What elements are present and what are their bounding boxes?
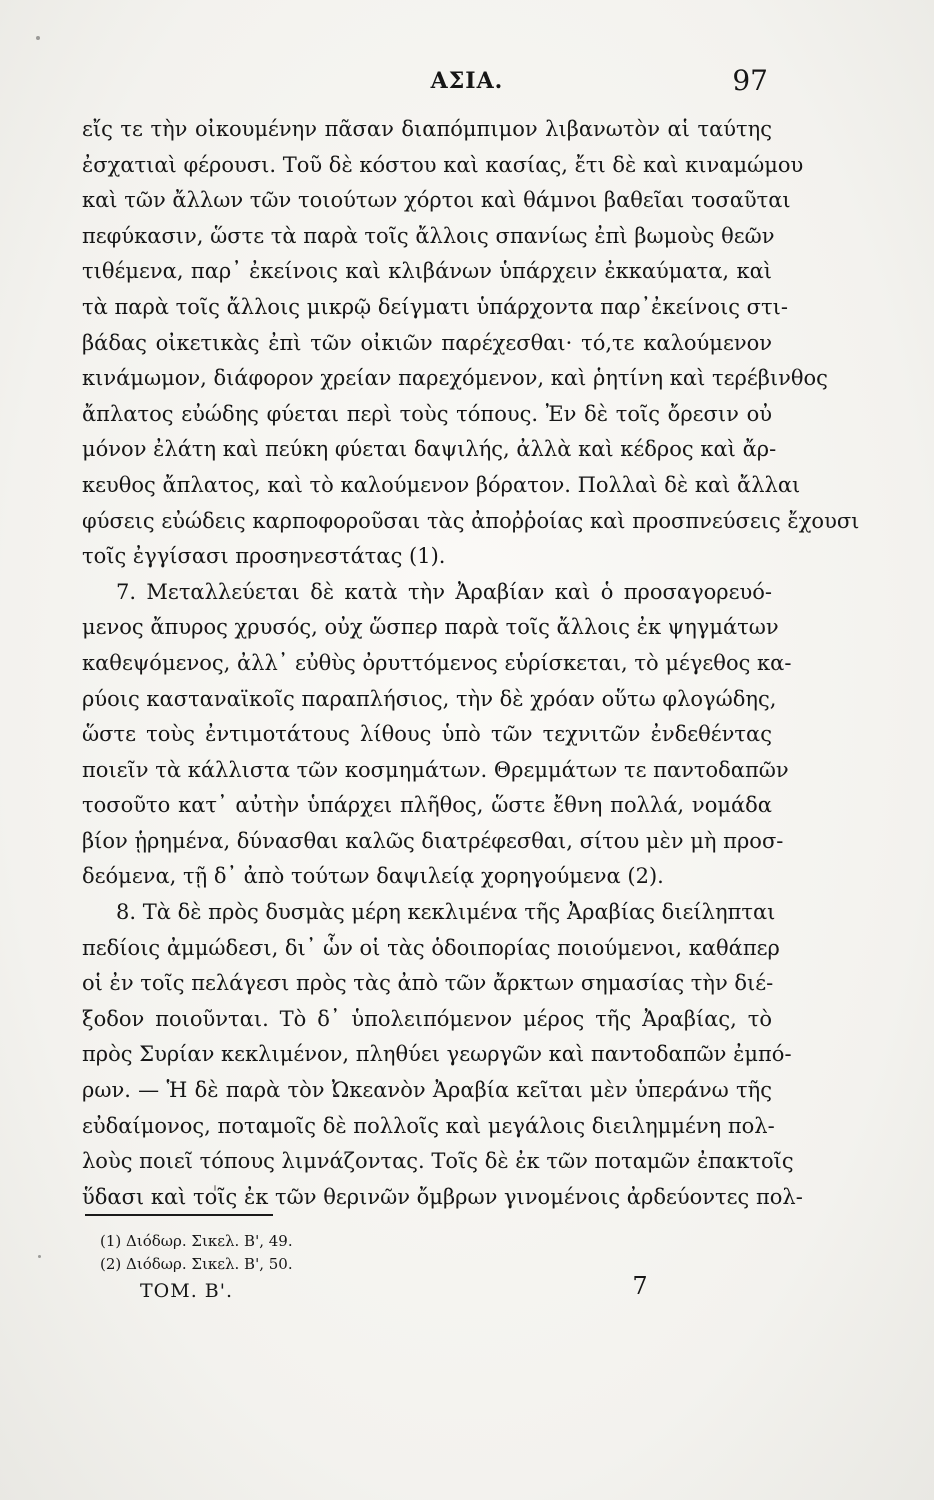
scan-speck	[38, 1255, 41, 1258]
body-text	[82, 112, 860, 1215]
text-line: τιθέμενα, παρ᾽ ἐκείνοις καὶ κλιβάνων ὑπάρχειν ἐκκαύματα, καὶ	[82, 259, 772, 284]
text-line: τοῖς ἐγγίσασι προσηνεστάτας (1).	[82, 544, 446, 569]
sheet-signature: 7	[632, 1272, 648, 1300]
text-line: μόνον ἐλάτη καὶ πεύκη φύεται δαψιλής, ἀλλὰ καὶ κέδρος καὶ ἄρ-	[82, 437, 777, 462]
text-line: καθεψόμενος, ἀλλ᾽ εὐθὺς ὀρυττόμενος εὑρίσκεται, τὸ μέγεθος κα-	[82, 650, 792, 675]
volume-signature: ΤΟΜ. Β'.	[140, 1280, 234, 1302]
footnote-divider	[85, 1214, 273, 1216]
text-line: κευθος ἄπλατος, καὶ τὸ καλούμενον βόρατον. Πολλαὶ δὲ καὶ ἄλλαι	[82, 472, 801, 497]
scan-speck	[36, 36, 40, 40]
text-line: πεφύκασιν, ὥστε τὰ παρὰ τοῖς ἄλλοις σπανίως ἐπὶ βωμοὺς θεῶν	[82, 223, 775, 248]
text-line: πεδίοις ἀμμώδεσι, δι᾽ ὧν οἱ τὰς ὁδοιπορίας ποιούμενοι, καθάπερ	[82, 935, 780, 960]
text-line: ξοδον ποιοῦνται. Τὸ δ᾽ ὑπολειπόμενον μέρος τῆς Ἀραβίας, τὸ	[82, 1006, 772, 1031]
footnote-1: (1) Διόδωρ. Σικελ. Β', 49.	[100, 1232, 293, 1250]
text-line: βίον ᾑρημένα, δύνασθαι καλῶς διατρέφεσθαι, σίτου μὲν μὴ προσ-	[82, 828, 784, 853]
text-line: ποιεῖν τὰ κάλλιστα τῶν κοσμημάτων. Θρεμμάτων τε παντοδαπῶν	[82, 757, 789, 782]
text-line: οἱ ἐν τοῖς πελάγεσι πρὸς τὰς ἀπὸ τῶν ἄρκτων σημασίας τὴν διέ-	[82, 971, 774, 996]
text-line: ὕδασι καὶ τοῖς ἐκ τῶν θερινῶν ὄμβρων γινομένοις ἀρδεύοντες πολ-	[82, 1184, 803, 1209]
text-line: δεόμενα, τῇ δ᾽ ἀπὸ τούτων δαψιλείᾳ χορηγούμενα (2).	[82, 864, 664, 889]
text-line: καὶ τῶν ἄλλων τῶν τοιούτων χόρτοι καὶ θάμνοι βαθεῖαι τοσαῦται	[82, 188, 791, 213]
paragraph-7-start: 7. Μεταλλεύεται δὲ κατὰ τὴν Ἀραβίαν καὶ ὁ προσαγορευό-	[116, 579, 772, 604]
text-line: φύσεις εὐώδεις καρποφοροῦσαι τὰς ἀποῤῥοίας καὶ προσπνεύσεις ἔχουσι	[82, 508, 860, 533]
text-line: ρων. — Ἡ δὲ παρὰ τὸν Ὠκεανὸν Ἀραβία κεῖται μὲν ὑπεράνω τῆς	[82, 1078, 772, 1103]
text-line: ἐσχατιαὶ φέρουσι. Τοῦ δὲ κόστου καὶ κασίας, ἔτι δὲ καὶ κιναμώμου	[82, 152, 804, 177]
footnote-2: (2) Διόδωρ. Σικελ. Β', 50.	[100, 1255, 293, 1273]
text-line: ἄπλατος εὐώδης φύεται περὶ τοὺς τόπους. Ἐν δὲ τοῖς ὄρεσιν οὐ	[82, 401, 772, 426]
text-line: λοὺς ποιεῖ τόπους λιμνάζοντας. Τοῖς δὲ ἐκ τῶν ποταμῶν ἐπακτοῖς	[82, 1149, 794, 1174]
text-line: πρὸς Συρίαν κεκλιμένον, πληθύει γεωργῶν καὶ παντοδαπῶν ἐμπό-	[82, 1042, 792, 1067]
text-line: εἴς τε τὴν οἰκουμένην πᾶσαν διαπόμπιμον λιβανωτὸν αἱ ταύτης	[82, 117, 772, 141]
text-line: τοσοῦτο κατ᾽ αὐτὴν ὑπάρχει πλῆθος, ὥστε ἔθνη πολλά, νομάδα	[82, 793, 772, 818]
text-line: μενος ἄπυρος χρυσός, οὐχ ὥσπερ παρὰ τοῖς ἄλλοις ἐκ ψηγμάτων	[82, 615, 779, 640]
text-line: τὰ παρὰ τοῖς ἄλλοις μικρῷ δείγματι ὑπάρχοντα παρ᾽ἐκείνοις στι-	[82, 294, 788, 319]
running-head: ΑΣΙΑ.	[430, 68, 504, 94]
paragraph-8-start: 8. Τὰ δὲ πρὸς δυσμὰς μέρη κεκλιμένα τῆς Ἀραβίας διείληπται	[116, 900, 776, 925]
text-line: ὥστε τοὺς ἐντιμοτάτους λίθους ὑπὸ τῶν τεχνιτῶν ἐνδεθέντας	[82, 722, 772, 747]
page-number: 97	[732, 64, 768, 97]
text-line: κινάμωμον, διάφορον χρείαν παρεχόμενον, καὶ ῥητίνη καὶ τερέβινθος	[82, 366, 828, 391]
text-line: ρύοις κασταναϊκοῖς παραπλήσιος, τὴν δὲ χρόαν οὕτω φλογώδης,	[82, 686, 777, 711]
text-line: εὐδαίμονος, ποταμοῖς δὲ πολλοῖς καὶ μεγάλοις διειλημμένη πολ-	[82, 1113, 775, 1138]
text-line: βάδας οἰκετικὰς ἐπὶ τῶν οἰκιῶν παρέχεσθαι· τό,τε καλούμενον	[82, 330, 772, 355]
scan-speck	[214, 1185, 216, 1191]
footnotes	[100, 1230, 500, 1276]
